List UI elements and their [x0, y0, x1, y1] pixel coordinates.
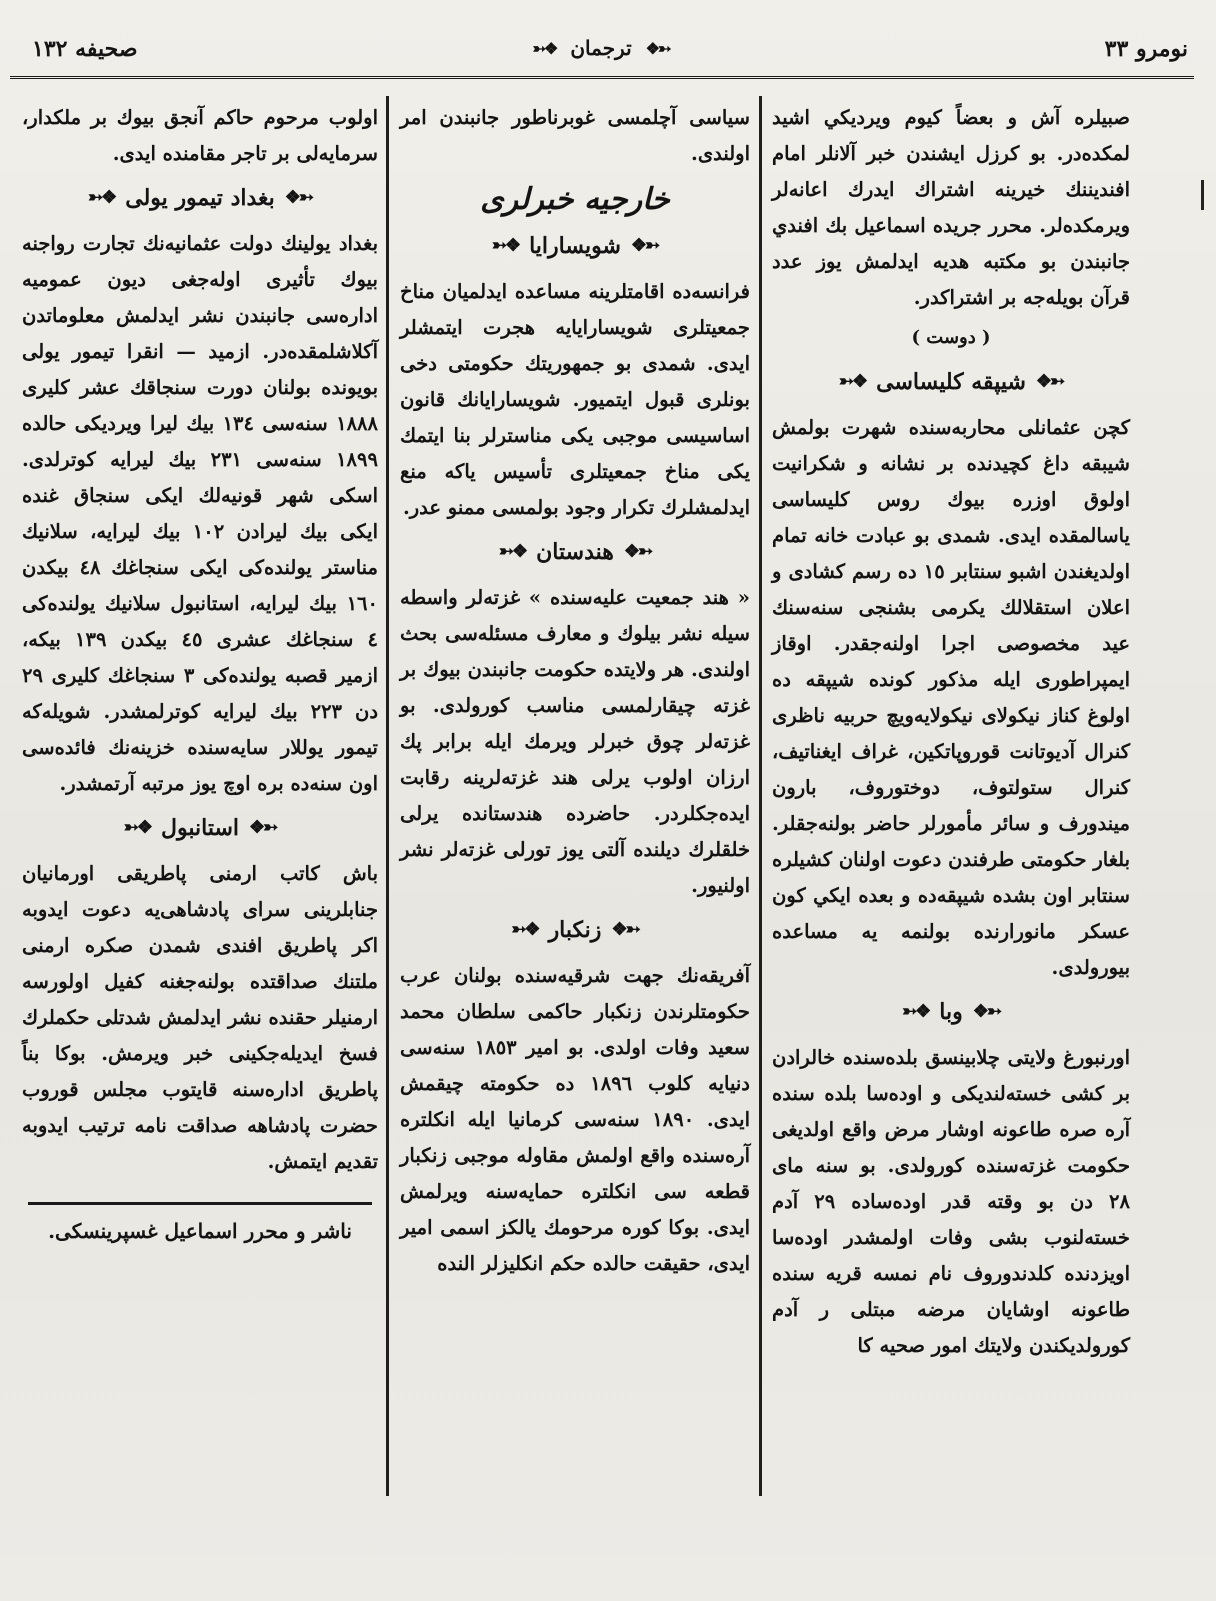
paragraph: اولوب مرحوم حاكم آنجق بيوك بر ملكدار، سرمايه‌لى بر تاجر مقامنده ايدى.: [22, 106, 378, 165]
masthead: [533, 36, 670, 60]
section-heading: [772, 364, 1130, 400]
heading-text: وبا: [939, 999, 963, 1025]
column-divider: [386, 96, 389, 1496]
ornament-icon: ❖➳: [249, 817, 277, 838]
ornament-icon: ❖➳: [623, 541, 652, 562]
paragraph: بغداد يولينك دولت عثمانيه‌نك تجارت رواجنه بيوك تأثيرى اوله‌جغى ديون عموميه اداره‌سى جانبندن نشر ايدلمش معلوماتدن آكلاشلمقده‌در. ازميد — انقرا تيمور يولى بويونده بولنان دورت سنجاقك عشر كليرى ١٨٨٨ سنه‌سى ١٣٤ بيك ليرا ويرديكى حالده ١٨٩٩ سنه‌سى ٢٣١ بيك ليرايه كوترلدى. اسكى شهر قونيه‌لك ايكى سنجاق غنده ايكى بيك ليرادن ١٠٢ بيك ليرايه، سلانيك مناستر يولنده‌كى ايكى سنجاغك ٤٨ بيكدن ١٦٠ بيك ليرايه، استانبول سلانيك يولنده‌كى ٤ سنجاغك عشرى ٤٥ بيكدن ١٣٩ بيكه، ازمير قصبه يولنده‌كى ٣ سنجاغك كليرى ٢٩ دن ٢٢٣ بيك ليرايه كوترلمشدر. شويله‌كه تيمور يوللار سايه‌سنده خزينه‌نك فائده‌سى اون سنه‌ده بره اوچ يوز مرتبه آرتمشدر.: [22, 232, 379, 795]
publisher-line: ناشر و محرر اسماعيل غسپرينسكى.: [48, 1219, 352, 1243]
paragraph: فرانسه‌ده اقامتلرينه مساعده ايدلميان مناخ جمعيتلرى شويسارايايه هجرت ايتمشلر ايدى. شمدى بو جمهوريتك حكومتى دخى بونلرى قبول ايتميور. شويسارايانك قانون اساسيسى موجبى يكى مناسترلر بنا ايتمك يكى مناخ جمعيتلرى تأسيس ياكه منع ايدلمشلرك تكرار وجود بولمسى ممنو عدر.: [400, 280, 750, 519]
heading-text: زنكبار: [548, 917, 602, 943]
header-rule: [10, 76, 1194, 79]
ornament-icon: ❖➳: [630, 235, 659, 256]
heading-text: شيپقه كليساسى: [876, 369, 1026, 395]
ornament-icon: ➳❖: [532, 38, 557, 58]
ornament-icon: ➳❖: [491, 235, 520, 256]
column-middle: [400, 100, 750, 1282]
footer-rule: [28, 1202, 372, 1205]
article-signature: ( دوست ): [911, 327, 991, 348]
paper-name: ترجمان: [570, 36, 632, 60]
ornament-icon: ➳❖: [511, 919, 539, 940]
page-number: صحيفه ١٣٢: [32, 36, 138, 62]
issue-number: نومرو ٣٣: [1104, 36, 1188, 62]
paragraph: كچن عثمانلى محاربه‌سنده شهرت بولمش شيبقه داغ كچيدنده بر نشانه و شكرانيت اولوق اوزره بيوك روس كليساسى ياسالمقده ايدى. شمدى بو عبادت خانه تمام اولديغندن اشبو سنتابر ١٥ ده رسم كشادى و اعلان استقلالك يكرمى بشنجى سنه‌سنك عيد مخصوصى اجرا اولنه‌جقدر. اوقاز ايمپراطورى ايله مذكور كونده شيپقه ده اولوغ كناز نيكولاى نيكولايه‌ويچ حربيه ناظرى كنرال آديوتانت قوروپاتكين، غراف ايغناتيف، كنرال ستولتوف، دوختوروف، بارون ميندورف و سائر مأمورلر حاضر بولنه‌جقلر. بلغار حكومتى طرفندن دعوت اولنان كشيلره سنتابر اون بشده شيپقه‌ده و بعده ايكي كون عسكر مانورا‌رنده بولنمه يه مساعده بيورولدى.: [772, 416, 1130, 979]
ornament-icon: ➳❖: [838, 371, 867, 392]
ornament-icon: ➳❖: [88, 187, 116, 208]
section-heading: [400, 534, 750, 570]
ornament-icon: ➳❖: [498, 541, 527, 562]
ornament-icon: ➳❖: [123, 817, 151, 838]
section-title: خارجيه خبرلرى: [480, 182, 670, 217]
ornament-icon: ❖➳: [972, 1001, 1000, 1022]
ornament-icon: ❖➳: [1035, 371, 1064, 392]
heading-text: هندستان: [536, 539, 614, 565]
ornament-icon: ❖➳: [611, 919, 639, 940]
section-heading: [400, 912, 750, 948]
heading-text: بغداد تيمور يولى: [125, 185, 275, 211]
ornament-icon: ❖➳: [645, 38, 670, 58]
heading-text: شويسارايا: [529, 233, 621, 259]
paragraph: « هند جمعيت عليه‌سنده » غزته‌لر واسطه سيله نشر بيلوك و معارف مسئله‌سى بحث اولندى. هر ولايتده حكومت جانبندن بيوك بر غزته چيقارلمسى مناسب كورولدى. بو غزته‌لر چوق خبرلر ويرمك ايله برابر پك ارزان اولوب يرلى هند غزته‌لرينه رقابت ايده‌جكلردر. حاضرده هندستانده يرلى خلقلرك ديلنده آلتى يوز تورلى غزته‌لر نشر اولنيور.: [400, 586, 750, 897]
paragraph: صبيلره آش و بعضاً كيوم ويرديكي اشيد لمكده‌در. بو كرزل ايشندن خبر آلانلر امام افنديننك خيرينه اشتراك ايدرك اعانه‌لر ويرمكده‌لر. محرر جريده اسماعيل بك افندي جانبندن بو مكتبه هديه ايدلمش يوز عدد قرآن بويله‌جه بر اشتراكدر.: [772, 106, 1130, 309]
paragraph: آفريقه‌نك جهت شرقيه‌سنده بولنان عرب حكومتلرندن زنكبار حاكمى سلطان محمد سعيد وفات اولدى. بو امير ١٨٥٣ سنه‌سى دنيايه كلوب ١٨٩٦ ده حكومته چيقمش ايدى. ١٨٩٠ سنه‌سى كرمانيا ايله انكلتره آره‌سنده واقع اولمش مقاوله موجبى زنكبار قطعه سى انكلتره حمايه‌سنه ويرلمش ايدى. بوكا كوره مرحومك يالكز اسمى امير ايدى، حقيقت حالده حكم انكليزلر النده: [400, 964, 750, 1275]
column-divider: [759, 96, 762, 1496]
column-right: [772, 100, 1130, 1364]
section-heading: [22, 180, 378, 216]
section-heading: [772, 994, 1130, 1030]
paragraph: باش كاتب ارمنى پاطريقى اورمانيان جنابلرينى سراى پادشاهى‌يه دعوت ايدوبه اكر پاطريق افندى شمدن صكره ارمنى ملتنك صداقتده بولنه‌جغنه كفيل اولورسه ارمنيلر حقنده نشر ايدلمش شدتلى حكملرك فسخ ايديله‌جكينى خبر ويرمش. بوكا بناً پاطريق اداره‌سنه قايتوب مجلس قوروب حضرت پادشاهه صداقت نامه ترتيب ايدوبه تقديم ايتمش.: [22, 862, 378, 1173]
column-left: [22, 100, 378, 1249]
ornament-icon: ❖➳: [284, 187, 312, 208]
heading-text: استانبول: [161, 815, 239, 841]
page-header: [10, 30, 1192, 82]
paragraph: سياسى آچلمسى غوبرناطور جانبندن امر اولندى.: [400, 106, 750, 165]
section-heading: [22, 810, 378, 846]
ornament-icon: ➳❖: [902, 1001, 930, 1022]
margin-mark: [1201, 180, 1204, 210]
paragraph: اورنبورغ ولايتى چلابينسق بلده‌سنده خالرادن بر كشى خسته‌لنديكى و اوده‌سا بلده سنده آره صره طاعونه اوشار مرض واقع اولديغى حكومت غزته‌سنده كورولدى. بو سنه ماى ٢٨ دن بو وقته قدر اوده‌ساده ٢٩ آدم خسته‌لنوب بشى وفات اولمشدر اوده‌سا اويزدنده كلدندوروف نام نمسه قريه سنده طاعونه اوشايان مرضه مبتلى ر آدم كورولديكندن ولايتك امور صحيه كا: [772, 1046, 1130, 1357]
section-heading: [400, 228, 750, 264]
